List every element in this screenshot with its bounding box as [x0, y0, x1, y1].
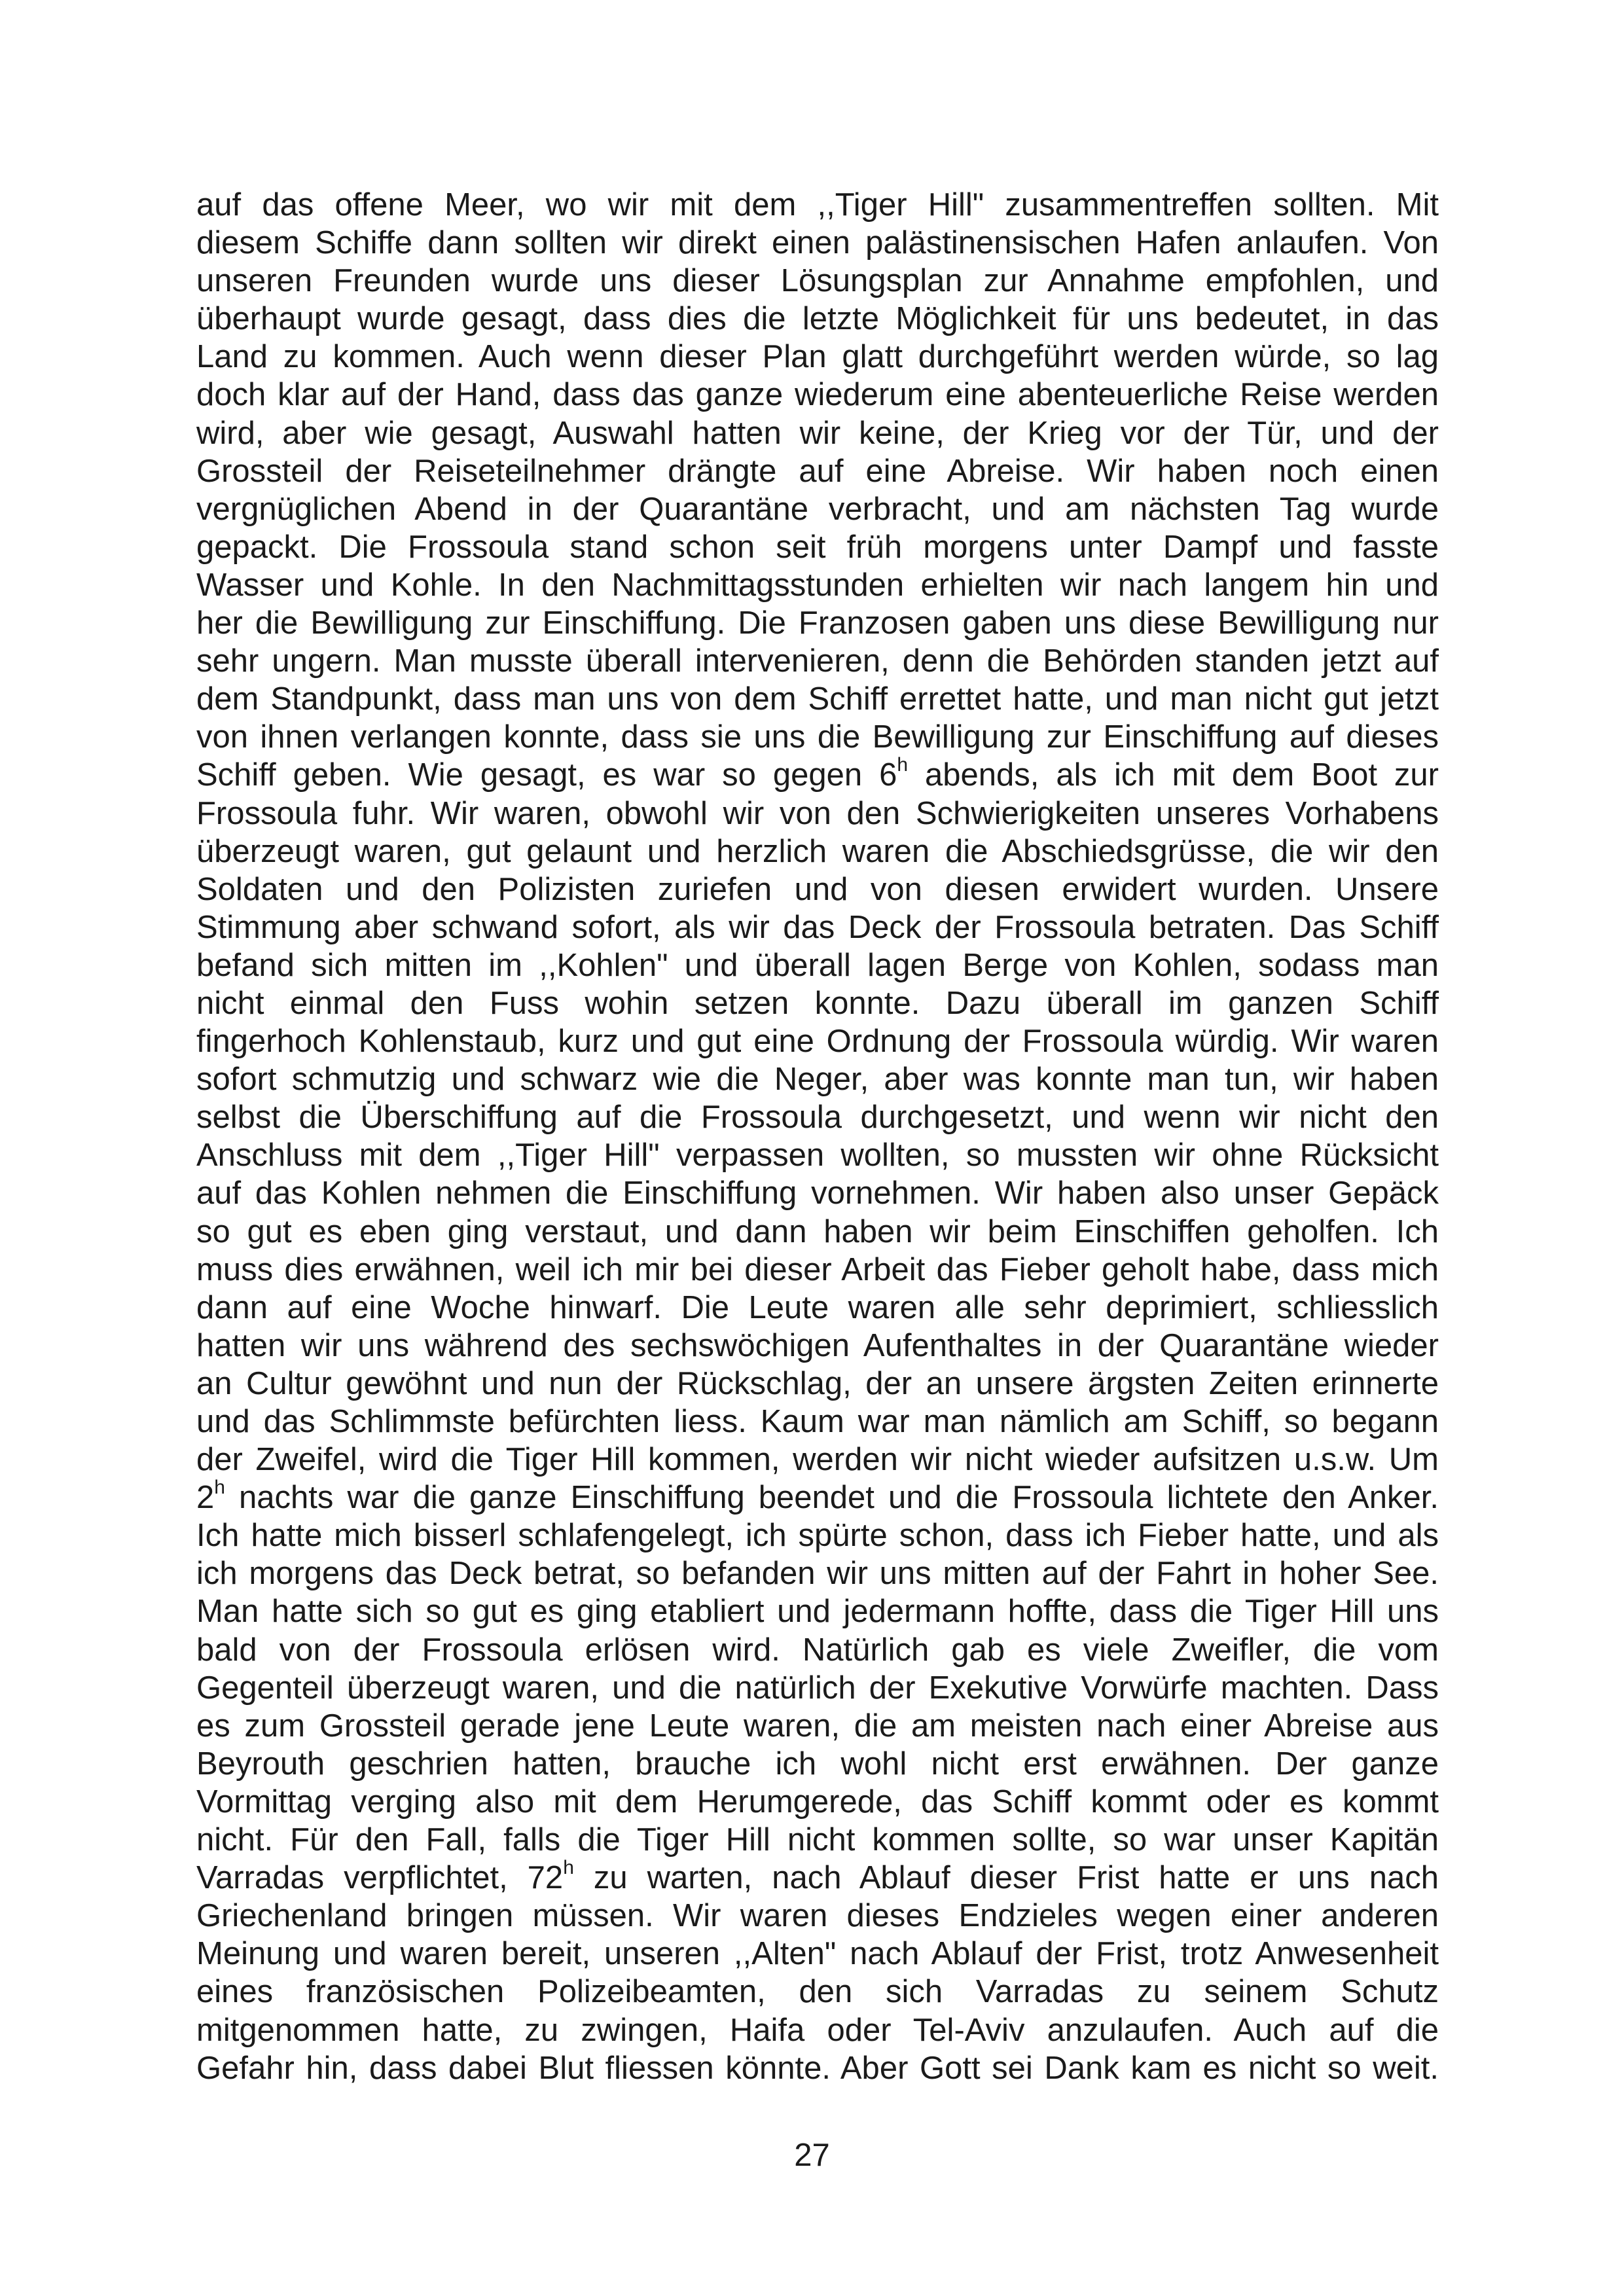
text-line-segment: Schiff geben. Wie gesagt, es war so gegen 6: [196, 757, 897, 793]
text-line-segment: abends, als ich mit dem Boot zur: [908, 757, 1439, 793]
text-line: eines französischen Polizeibeamten, den sich Varradas zu seinem Schutz: [196, 1974, 1439, 2010]
superscript: h: [897, 753, 909, 776]
text-line: Vormittag verging also mit dem Herumgerede, das Schiff kommt oder es kommt: [196, 1784, 1439, 1820]
text-line: befand sich mitten im ,,Kohlen" und überall lagen Berge von Kohlen, sodass man: [196, 947, 1439, 983]
text-line: Ich hatte mich bisserl schlafengelegt, ich spürte schon, dass ich Fieber hatte, und als: [196, 1518, 1439, 1554]
text-line: und das Schlimmste befürchten liess. Kaum war man nämlich am Schiff, so begann: [196, 1404, 1439, 1439]
text-line: fingerhoch Kohlenstaub, kurz und gut eine Ordnung der Frossoula würdig. Wir waren: [196, 1024, 1439, 1060]
text-line: es zum Grossteil gerade jene Leute waren, die am meisten nach einer Abreise aus: [196, 1708, 1439, 1744]
text-line: Griechenland bringen müssen. Wir waren dieses Endzieles wegen einer anderen: [196, 1898, 1439, 1934]
text-line: der Zweifel, wird die Tiger Hill kommen, werden wir nicht wieder aufsitzen u.s.w. Um: [196, 1442, 1439, 1478]
superscript: h: [563, 1856, 574, 1878]
text-line: [196, 1856, 1439, 1897]
text-line: diesem Schiffe dann sollten wir direkt einen palästinensischen Hafen anlaufen. Von: [196, 225, 1439, 261]
text-line-segment: nachts war die ganze Einschiffung beendet und die Frossoula lichtete den Anker.: [225, 1480, 1439, 1516]
text-line: so gut es eben ging verstaut, und dann haben wir beim Einschiffen geholfen. Ich: [196, 1213, 1439, 1249]
text-line: vergnüglichen Abend in der Quarantäne verbracht, und am nächsten Tag wurde: [196, 491, 1439, 527]
text-line: bald von der Frossoula erlösen wird. Natürlich gab es viele Zweifler, die vom: [196, 1632, 1439, 1668]
text-line: sehr ungern. Man musste überall intervenieren, denn die Behörden standen jetzt auf: [196, 643, 1439, 679]
text-line-segment: Varradas verpflichtet, 72: [196, 1860, 564, 1896]
text-line: muss dies erwähnen, weil ich mir bei dieser Arbeit das Fieber geholt habe, dass mich: [196, 1251, 1439, 1287]
text-line: doch klar auf der Hand, dass das ganze wiederum eine abenteuerliche Reise werden: [196, 377, 1439, 413]
text-line-segment: 2: [196, 1480, 215, 1516]
text-line: sofort schmutzig und schwarz wie die Neger, aber was konnte man tun, wir haben: [196, 1062, 1439, 1098]
text-line: ich morgens das Deck betrat, so befanden wir uns mitten auf der Fahrt in hoher See.: [196, 1556, 1439, 1592]
text-line: Stimmung aber schwand sofort, als wir das Deck der Frossoula betraten. Das Schiff: [196, 909, 1439, 945]
text-line: auf das offene Meer, wo wir mit dem ,,Tiger Hill" zusammentreffen sollten. Mit: [196, 187, 1439, 223]
text-line: gepackt. Die Frossoula stand schon seit früh morgens unter Dampf und fasste: [196, 529, 1439, 565]
text-line: von ihnen verlangen konnte, dass sie uns die Bewilligung zur Einschiffung auf dieses: [196, 719, 1439, 755]
text-line: [196, 1476, 1439, 1516]
text-line: Soldaten und den Polizisten zuriefen und von diesen erwidert wurden. Unsere: [196, 871, 1439, 907]
text-line: dem Standpunkt, dass man uns von dem Schiff errettet hatte, und man nicht gut jetzt: [196, 681, 1439, 717]
text-line: nicht einmal den Fuss wohin setzen konnte. Dazu überall im ganzen Schiff: [196, 985, 1439, 1021]
text-line: mitgenommen hatte, zu zwingen, Haifa oder Tel-Aviv anzulaufen. Auch auf die: [196, 2012, 1439, 2048]
page-number: 27: [794, 2138, 830, 2173]
text-line: an Cultur gewöhnt und nun der Rückschlag, der an unsere ärgsten Zeiten erinnerte: [196, 1365, 1439, 1401]
text-line: wird, aber wie gesagt, Auswahl hatten wir keine, der Krieg vor der Tür, und der: [196, 415, 1439, 451]
text-line: dann auf eine Woche hinwarf. Die Leute waren alle sehr deprimiert, schliesslich: [196, 1289, 1439, 1325]
text-line-segment: zu warten, nach Ablauf dieser Frist hatte er uns nach: [573, 1860, 1439, 1896]
text-line: Frossoula fuhr. Wir waren, obwohl wir von den Schwierigkeiten unseres Vorhabens: [196, 795, 1439, 831]
text-line: [196, 753, 1439, 794]
text-line: überhaupt wurde gesagt, dass dies die letzte Möglichkeit für uns bedeutet, in das: [196, 301, 1439, 337]
text-line: nicht. Für den Fall, falls die Tiger Hill nicht kommen sollte, so war unser Kapitän: [196, 1822, 1439, 1858]
text-line: unseren Freunden wurde uns dieser Lösungsplan zur Annahme empfohlen, und: [196, 263, 1439, 299]
text-line: Anschluss mit dem ,,Tiger Hill" verpassen wollten, so mussten wir ohne Rücksicht: [196, 1138, 1439, 1174]
text-line: Beyrouth geschrien hatten, brauche ich wohl nicht erst erwähnen. Der ganze: [196, 1746, 1439, 1782]
body-text: [196, 186, 1439, 2087]
text-line: her die Bewilligung zur Einschiffung. Die Franzosen gaben uns diese Bewilligung nur: [196, 605, 1439, 641]
text-line: Land zu kommen. Auch wenn dieser Plan glatt durchgeführt werden würde, so lag: [196, 339, 1439, 375]
text-line: hatten wir uns während des sechswöchigen Aufenthaltes in der Quarantäne wieder: [196, 1327, 1439, 1363]
text-line: Grossteil der Reiseteilnehmer drängte auf eine Abreise. Wir haben noch einen: [196, 453, 1439, 489]
text-line: Meinung und waren bereit, unseren ,,Alten" nach Ablauf der Frist, trotz Anwesenheit: [196, 1936, 1439, 1972]
text-line: überzeugt waren, gut gelaunt und herzlich waren die Abschiedsgrüsse, die wir den: [196, 833, 1439, 869]
text-line: Man hatte sich so gut es ging etabliert und jedermann hoffte, dass die Tiger Hill uns: [196, 1594, 1439, 1630]
text-line: Gefahr hin, dass dabei Blut fliessen könnte. Aber Gott sei Dank kam es nicht so weit.: [196, 2050, 1439, 2086]
text-line: Wasser und Kohle. In den Nachmittagsstunden erhielten wir nach langem hin und: [196, 567, 1439, 603]
superscript: h: [214, 1476, 225, 1498]
text-line: Gegenteil überzeugt waren, und die natürlich der Exekutive Vorwürfe machten. Dass: [196, 1670, 1439, 1706]
text-line: selbst die Überschiffung auf die Frossoula durchgesetzt, und wenn wir nicht den: [196, 1100, 1439, 1136]
text-line: auf das Kohlen nehmen die Einschiffung vornehmen. Wir haben also unser Gepäck: [196, 1175, 1439, 1211]
